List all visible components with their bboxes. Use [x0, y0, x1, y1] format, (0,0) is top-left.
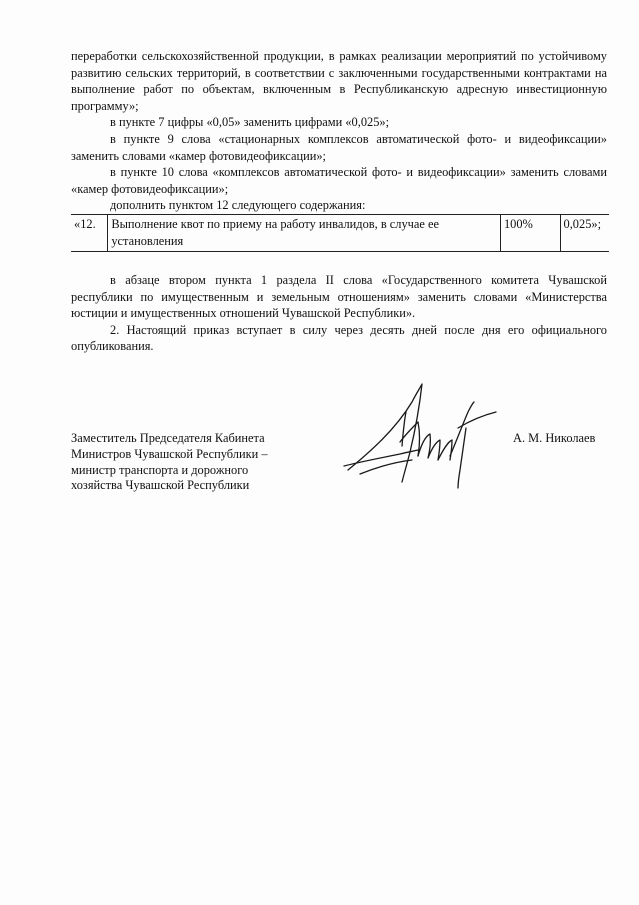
- paragraph-continuation: переработки сельскохозяйственной продукции, в рамках реализации мероприятий по устойчивому развитию сельских территорий, в соответствии с заключенными государственными контрактами на выполнение работ по объектам, включенным в Республиканскую адресную инвестиционную программу»;: [71, 49, 607, 113]
- paragraph-item-9: в пункте 9 слова «стационарных комплексов автоматической фото- и видеофиксации» заменить словами «камер фотовидеофиксации»;: [71, 131, 607, 163]
- paragraph-section-2: в абзаце втором пункта 1 раздела II слова «Государственного комитета Чувашской республики по имущественным и земельным отношениям» заменить словами «Министерства юстиции и имущественных отношений Чувашской Республики».: [71, 273, 607, 321]
- amendment-table: [71, 214, 609, 252]
- table-cell-number: «12.: [71, 215, 108, 252]
- paragraph-add-item-12: дополнить пунктом 12 следующего содержания:: [110, 198, 366, 213]
- table-cell-percent: 100%: [500, 215, 560, 252]
- signatory-position: Заместитель Председателя Кабинета Министров Чувашской Республики – министр транспорта и дорожного хозяйства Чувашской Республики: [71, 431, 268, 493]
- paragraph-item-10: в пункте 10 слова «комплексов автоматической фото- и видеофиксации» заменить словами «камер фотовидеофиксации»;: [71, 165, 607, 196]
- paragraph-effective-date: 2. Настоящий приказ вступает в силу через десять дней после дня его официального опубликования.: [71, 322, 607, 354]
- table-cell-text: Выполнение квот по приему на работу инвалидов, в случае ее установления: [108, 215, 501, 252]
- handwritten-signature: [340, 382, 500, 500]
- signatory-name: А. М. Николаев: [513, 431, 596, 445]
- table-row: [71, 215, 609, 252]
- table-cell-value: 0,025»;: [560, 215, 609, 252]
- paragraph-item-7: в пункте 7 цифры «0,05» заменить цифрами «0,025»;: [110, 115, 390, 130]
- document-body-top: [71, 48, 607, 214]
- document-body-bottom: [71, 272, 607, 355]
